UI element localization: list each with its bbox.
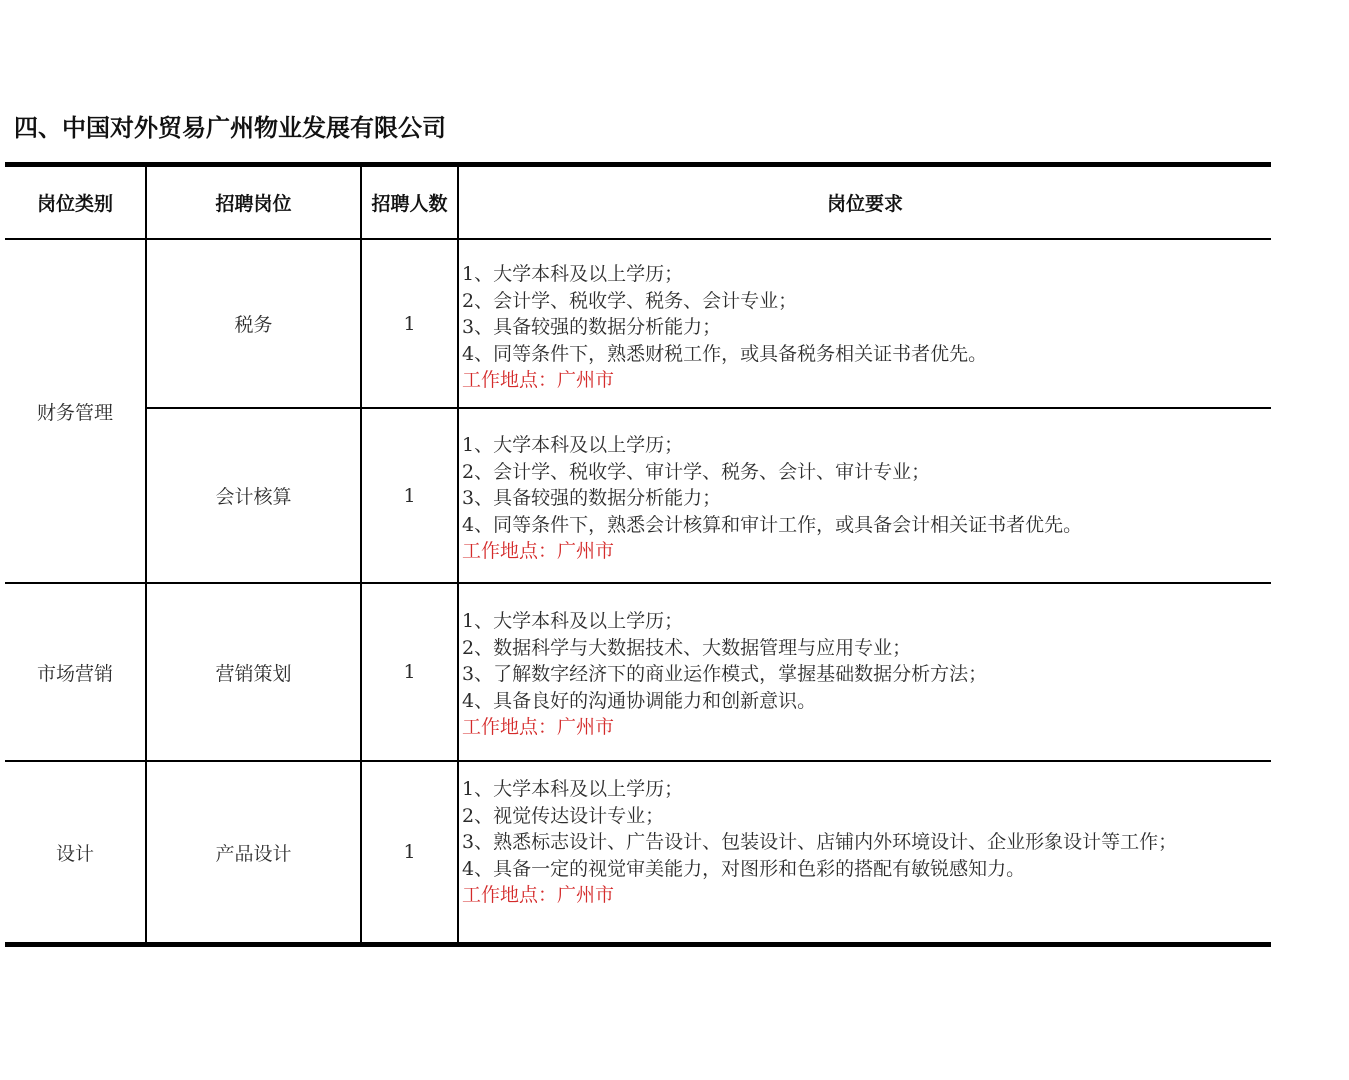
- requirement-line: 2、会计学、税收学、税务、会计专业；: [462, 289, 798, 312]
- requirement-line: 2、数据科学与大数据技术、大数据管理与应用专业；: [462, 636, 912, 659]
- header-category: 岗位类别: [36, 193, 113, 215]
- requirement-line: 4、具备一定的视觉审美能力，对图形和色彩的搭配有敏锐感知力。: [462, 857, 1026, 880]
- count-cell: 1: [403, 484, 416, 507]
- work-location: 工作地点：广州市: [462, 369, 615, 391]
- section-title: 四、中国对外贸易广州物业发展有限公司: [14, 114, 446, 142]
- position-cell: 税务: [234, 314, 273, 336]
- work-location: 工作地点：广州市: [462, 884, 615, 906]
- requirements-cell: [462, 261, 1267, 394]
- requirement-line: 3、了解数字经济下的商业运作模式，掌握基础数据分析方法；: [462, 663, 988, 685]
- requirement-line: 3、熟悉标志设计、广告设计、包装设计、店铺内外环境设计、企业形象设计等工作；: [462, 831, 1178, 853]
- requirement-line: 1、大学本科及以上学历；: [462, 434, 684, 456]
- category-cell: 财务管理: [36, 401, 113, 424]
- header-position: 招聘岗位: [215, 193, 292, 215]
- position-cell: 会计核算: [215, 486, 292, 508]
- category-cell: 设计: [55, 842, 94, 865]
- requirement-line: 3、具备较强的数据分析能力；: [462, 487, 722, 509]
- requirement-line: 1、大学本科及以上学历；: [462, 778, 684, 800]
- column-divider: [457, 167, 459, 942]
- header-count: 招聘人数: [371, 193, 448, 215]
- requirements-cell: [462, 432, 1267, 565]
- requirement-line: 3、具备较强的数据分析能力；: [462, 316, 722, 338]
- requirement-line: 2、视觉传达设计专业；: [462, 804, 665, 827]
- requirement-line: 4、同等条件下，熟悉会计核算和审计工作，或具备会计相关证书者优先。: [462, 513, 1083, 536]
- requirement-line: 4、同等条件下，熟悉财税工作，或具备税务相关证书者优先。: [462, 342, 988, 365]
- requirements-cell: [462, 776, 1232, 909]
- requirement-line: 1、大学本科及以上学历；: [462, 610, 684, 632]
- work-location: 工作地点：广州市: [462, 716, 615, 738]
- position-cell: 营销策划: [215, 662, 292, 685]
- requirement-line: 2、会计学、税收学、审计学、税务、会计、审计专业；: [462, 460, 931, 483]
- recruitment-table: [5, 162, 1271, 947]
- count-cell: 1: [403, 312, 416, 335]
- header-requirements: 岗位要求: [826, 193, 903, 215]
- work-location: 工作地点：广州市: [462, 540, 615, 562]
- count-cell: 1: [403, 661, 416, 683]
- requirement-line: 4、具备良好的沟通协调能力和创新意识。: [462, 689, 817, 712]
- requirements-cell: [462, 608, 1267, 741]
- count-cell: 1: [403, 841, 416, 863]
- requirement-line: 1、大学本科及以上学历；: [462, 263, 684, 285]
- category-cell: 市场营销: [36, 662, 113, 685]
- position-cell: 产品设计: [215, 842, 292, 865]
